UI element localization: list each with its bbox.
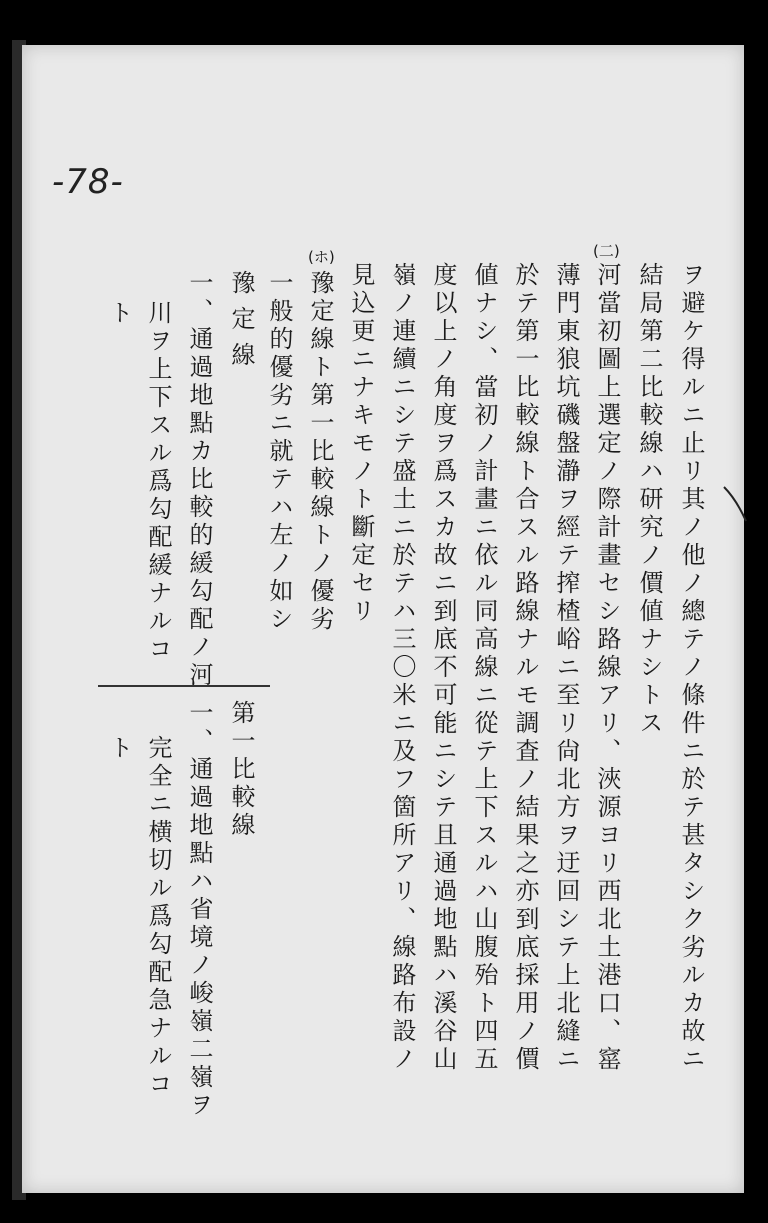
text-column-6: 値ナシ、當初ノ計畫ニ依ル同高線ニ從テ上下スルハ山腹殆ト四五: [470, 262, 498, 1074]
section-marker-ni: (二): [593, 242, 620, 260]
text-column-10: 豫定線ト第一比較線トノ優劣: [306, 270, 334, 634]
first-comparison-item-cont: 完全ニ横切ル爲勾配急ナルコ: [144, 735, 172, 1099]
planned-line-item: 一、通過地點カ比較的緩勾配ノ河: [185, 270, 213, 690]
text-column-2: 結局第二比較線ハ研究ノ價値ナシトス: [635, 262, 663, 738]
text-column-3: 河當初圖上選定ノ際計畫セシ路線アリ、浹源ヨリ西北土港口、窰: [593, 262, 621, 1074]
planned-line-item-end: ト: [105, 300, 133, 328]
margin-pen-mark: [722, 485, 750, 525]
table-header-planned-line: 豫定線: [227, 270, 255, 378]
section-marker-ho: (ホ): [308, 248, 335, 266]
table-divider: [98, 685, 270, 687]
text-column-8: 嶺ノ連續ニシテ盛土ニ於テハ三〇米ニ及フ箇所アリ、線路布設ノ: [388, 262, 416, 1074]
first-comparison-item: 一、通過地點ハ省境ノ峻嶺二嶺ヲ: [185, 700, 213, 1120]
planned-line-item-cont: 川ヲ上下スル爲勾配緩ナルコ: [144, 300, 172, 664]
text-column-11: 一般的優劣ニ就テハ左ノ如シ: [265, 270, 293, 634]
text-column-4: 薄門東狼坑磯盤瀞ヲ經テ搾楂峪ニ至リ尙北方ヲ迂回シテ上北縫ニ: [552, 262, 580, 1074]
first-comparison-item-end: ト: [105, 735, 133, 763]
page-number: -78-: [52, 162, 124, 202]
text-column-7: 度以上ノ角度ヲ爲スカ故ニ到底不可能ニシテ且通過地點ハ溪谷山: [429, 262, 457, 1074]
table-header-first-comparison-line: 第一比較線: [227, 700, 255, 840]
text-column-9: 見込更ニナキモノト斷定セリ: [347, 262, 375, 626]
text-column-1: ヲ避ケ得ルニ止リ其ノ他ノ總テノ條件ニ於テ甚タシク劣ルカ故ニ: [677, 262, 705, 1074]
text-column-5: 於テ第一比較線ト合スル路線ナルモ調査ノ結果之亦到底採用ノ價: [511, 262, 539, 1074]
